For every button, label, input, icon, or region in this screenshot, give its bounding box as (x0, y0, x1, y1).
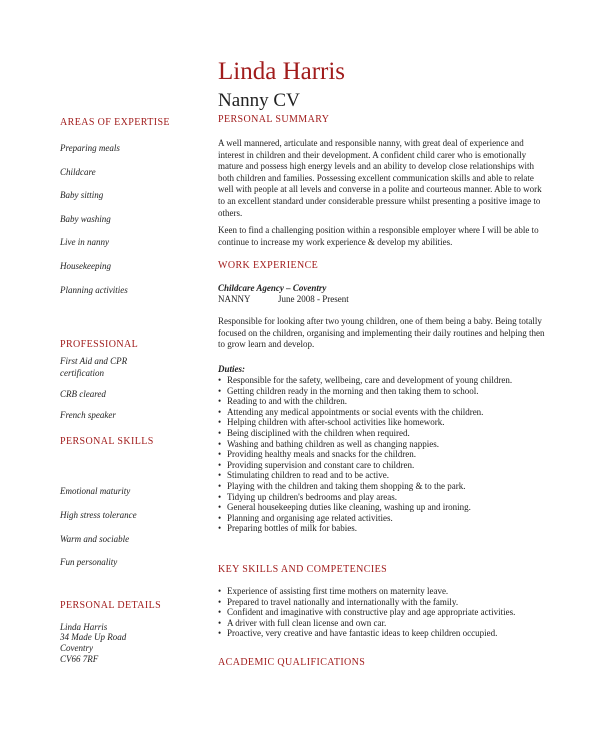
professional-heading: PROFESSIONAL (60, 339, 139, 350)
detail-name: Linda Harris (60, 622, 108, 632)
key-skill-item: • Prepared to travel nationally and internationally with the family. (218, 597, 548, 608)
duty-item: • Playing with the children and taking them shopping & to the park. (218, 481, 548, 492)
duty-item: • General housekeeping duties like cleaning, washing up and ironing. (218, 502, 548, 513)
job-organisation: Childcare Agency – Coventry (218, 283, 327, 293)
expertise-item: Live in nanny (60, 237, 109, 247)
duty-item: • Providing supervision and constant care to children. (218, 460, 548, 471)
expertise-item: Childcare (60, 167, 96, 177)
duties-list (218, 375, 548, 534)
detail-postcode: CV66 7RF (60, 654, 99, 664)
duty-item: • Helping children with after-school activities like homework. (218, 417, 548, 428)
professional-item: First Aid and CPR certification (60, 356, 128, 378)
detail-address: 34 Made Up Road (60, 632, 127, 642)
document-title: Nanny CV (218, 90, 300, 111)
duty-item: • Being disciplined with the children when required. (218, 428, 548, 439)
duty-item: • Stimulating children to read and to be active. (218, 470, 548, 481)
job-role: NANNY (218, 294, 251, 304)
details-heading: PERSONAL DETAILS (60, 600, 162, 611)
professional-item: CRB cleared (60, 389, 106, 399)
expertise-item: Baby washing (60, 214, 111, 224)
skill-item: Fun personality (60, 557, 118, 567)
duty-item: • Tidying up children's bedrooms and play areas. (218, 492, 548, 503)
duty-item: • Getting children ready in the morning and then taking them to school. (218, 386, 548, 397)
duty-item: • Responsible for the safety, wellbeing, care and development of young children. (218, 375, 548, 386)
professional-item: French speaker (60, 410, 116, 420)
job-title-line (218, 294, 349, 304)
key-skill-item: • Experience of assisting first time mothers on maternity leave. (218, 586, 548, 597)
expertise-item: Preparing meals (60, 143, 120, 153)
duty-item: • Providing healthy meals and snacks for the children. (218, 449, 548, 460)
job-dates: June 2008 - Present (278, 294, 349, 304)
skill-item: Warm and sociable (60, 534, 130, 544)
duty-item: • Reading to and with the children. (218, 396, 548, 407)
skills-heading: PERSONAL SKILLS (60, 436, 154, 447)
skill-item: Emotional maturity (60, 486, 131, 496)
detail-city: Coventry (60, 643, 93, 653)
expertise-heading: AREAS OF EXPERTISE (60, 117, 170, 128)
duties-label: Duties: (218, 364, 245, 374)
expertise-item: Housekeeping (60, 261, 111, 271)
key-skill-item: • Confident and imaginative with constructive play and age appropriate activities. (218, 607, 548, 618)
key-skills-heading: KEY SKILLS AND COMPETENCIES (218, 564, 388, 575)
duty-item: • Washing and bathing children as well as changing nappies. (218, 439, 548, 450)
candidate-name: Linda Harris (218, 58, 346, 85)
duty-item: • Attending any medical appointments or social events with the children. (218, 407, 548, 418)
summary-goal-paragraph: Keen to find a challenging position within a responsible employer where I will be able to continue to increase my work experience & develop my abilities. (218, 225, 539, 247)
expertise-item: Planning activities (60, 285, 128, 295)
key-skill-item: • Proactive, very creative and have fantastic ideas to keep children occupied. (218, 628, 548, 639)
work-heading: WORK EXPERIENCE (218, 260, 319, 271)
duty-item: • Preparing bottles of milk for babies. (218, 523, 548, 534)
summary-heading: PERSONAL SUMMARY (218, 114, 330, 125)
duty-item: • Planning and organising age related activities. (218, 513, 548, 524)
academic-heading: ACADEMIC QUALIFICATIONS (218, 657, 366, 668)
key-skill-item: • A driver with full clean license and own car. (218, 618, 548, 629)
expertise-item: Baby sitting (60, 190, 104, 200)
key-skills-list (218, 586, 548, 639)
summary-paragraph: A well mannered, articulate and responsible nanny, with great deal of experience and interest in children and their development. A confident child carer who is emotionally mature and possess high energy levels and an ability to develop close relationships with both children and families. Possessing excellent communication skills and able to relate well with people at all levels and converse in a polite and courteous manner. Able to work to an excellent standard under considerable pressure whilst presenting a positive image to others. (218, 138, 542, 218)
skill-item: High stress tolerance (60, 510, 137, 520)
job-description: Responsible for looking after two young children, one of them being a baby. Being totally focused on the children, organising and implementing their daily routines and helping then to grow learn and develop. (218, 316, 545, 350)
